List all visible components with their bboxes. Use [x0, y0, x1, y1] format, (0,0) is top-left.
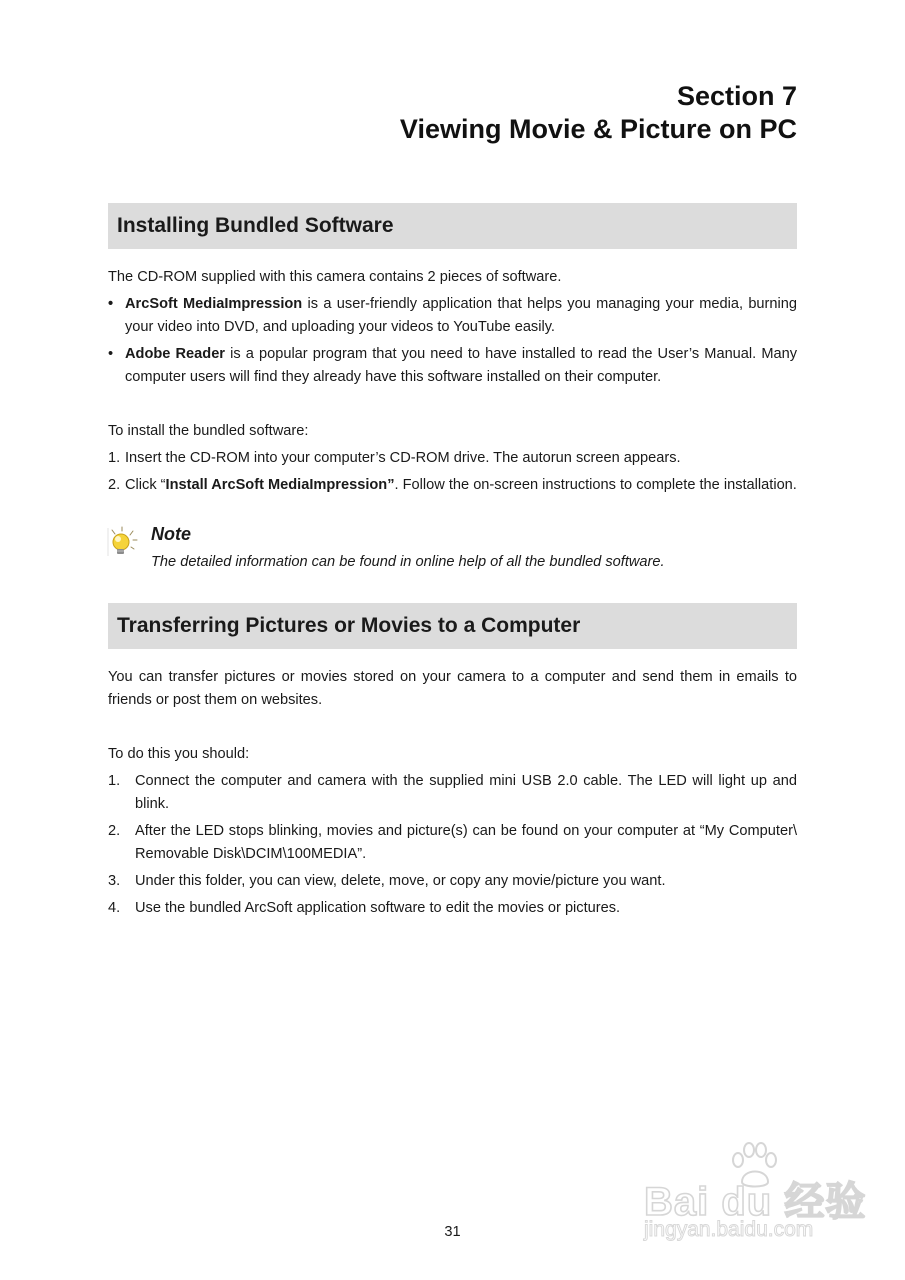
step-suffix: . Follow the on-screen instructions to complete the installation. [394, 477, 797, 493]
software-description: is a popular program that you need to have installed to read the User’s Manual. Many computer users will find they already have this software installed on their computer. [125, 346, 798, 385]
software-name: Adobe Reader [125, 346, 225, 362]
lightbulb-icon [106, 526, 140, 558]
transfer-intro: You can transfer pictures or movies stored on your camera to a computer and send them in emails to friends or post them on websites. [108, 669, 797, 708]
watermark-url: jingyan.baidu.com [644, 1218, 814, 1241]
step-number: 1. [108, 450, 121, 466]
step-number: 3. [108, 873, 121, 889]
section-number: Section 7 [676, 81, 797, 111]
step-number: 1. [108, 773, 121, 789]
step-text: Use the bundled ArcSoft application software to edit the movies or pictures. [135, 900, 621, 916]
note-body: The detailed information can be found in online help of all the bundled software. [151, 554, 665, 570]
software-item-arcsoft [108, 293, 797, 339]
baidu-watermark [640, 1142, 867, 1252]
step-number: 2. [108, 477, 121, 493]
step-text: Under this folder, you can view, delete, move, or copy any movie/picture you want. [135, 873, 666, 889]
page-title: Viewing Movie & Picture on PC [399, 114, 797, 144]
transfer-step-4 [108, 897, 797, 920]
step-prefix: Click “ [125, 477, 166, 493]
watermark-brand: Bai du 经验 [644, 1180, 867, 1224]
step-bold: Install ArcSoft MediaImpression” [165, 477, 395, 493]
install-heading-banner: Installing Bundled Software [108, 203, 797, 249]
page-number: 31 [444, 1224, 461, 1240]
install-step-1 [108, 447, 797, 470]
transfer-heading-banner: Transferring Pictures or Movies to a Computer [108, 603, 797, 649]
note-title: Note [151, 524, 191, 544]
transfer-step-1 [108, 770, 797, 816]
software-description: is a user-friendly application that helps you managing your media, burning your video into DVD, and uploading your videos to YouTube easily. [125, 296, 798, 335]
step-text: Connect the computer and camera with the supplied mini USB 2.0 cable. The LED will light up and blink. [135, 773, 797, 812]
transfer-steps-intro: To do this you should: [108, 746, 250, 762]
transfer-step-3 [108, 870, 797, 893]
section-title [400, 80, 797, 146]
bullet: • [108, 296, 114, 312]
step-text: After the LED stops blinking, movies and picture(s) can be found on your computer at “My Computer\ Removable Disk\DCIM\100MEDIA”. [135, 823, 797, 862]
install-step-2 [108, 474, 797, 497]
bullet: • [108, 346, 114, 362]
software-name: ArcSoft MediaImpression [125, 296, 303, 312]
install-steps-intro: To install the bundled software: [108, 423, 309, 439]
install-intro: The CD-ROM supplied with this camera contains 2 pieces of software. [108, 269, 562, 285]
step-number: 2. [108, 823, 121, 839]
step-text: Insert the CD-ROM into your computer’s CD-ROM drive. The autorun screen appears. [125, 450, 681, 466]
step-number: 4. [108, 900, 121, 916]
transfer-step-2 [108, 820, 797, 866]
software-item-adobe [108, 343, 797, 389]
